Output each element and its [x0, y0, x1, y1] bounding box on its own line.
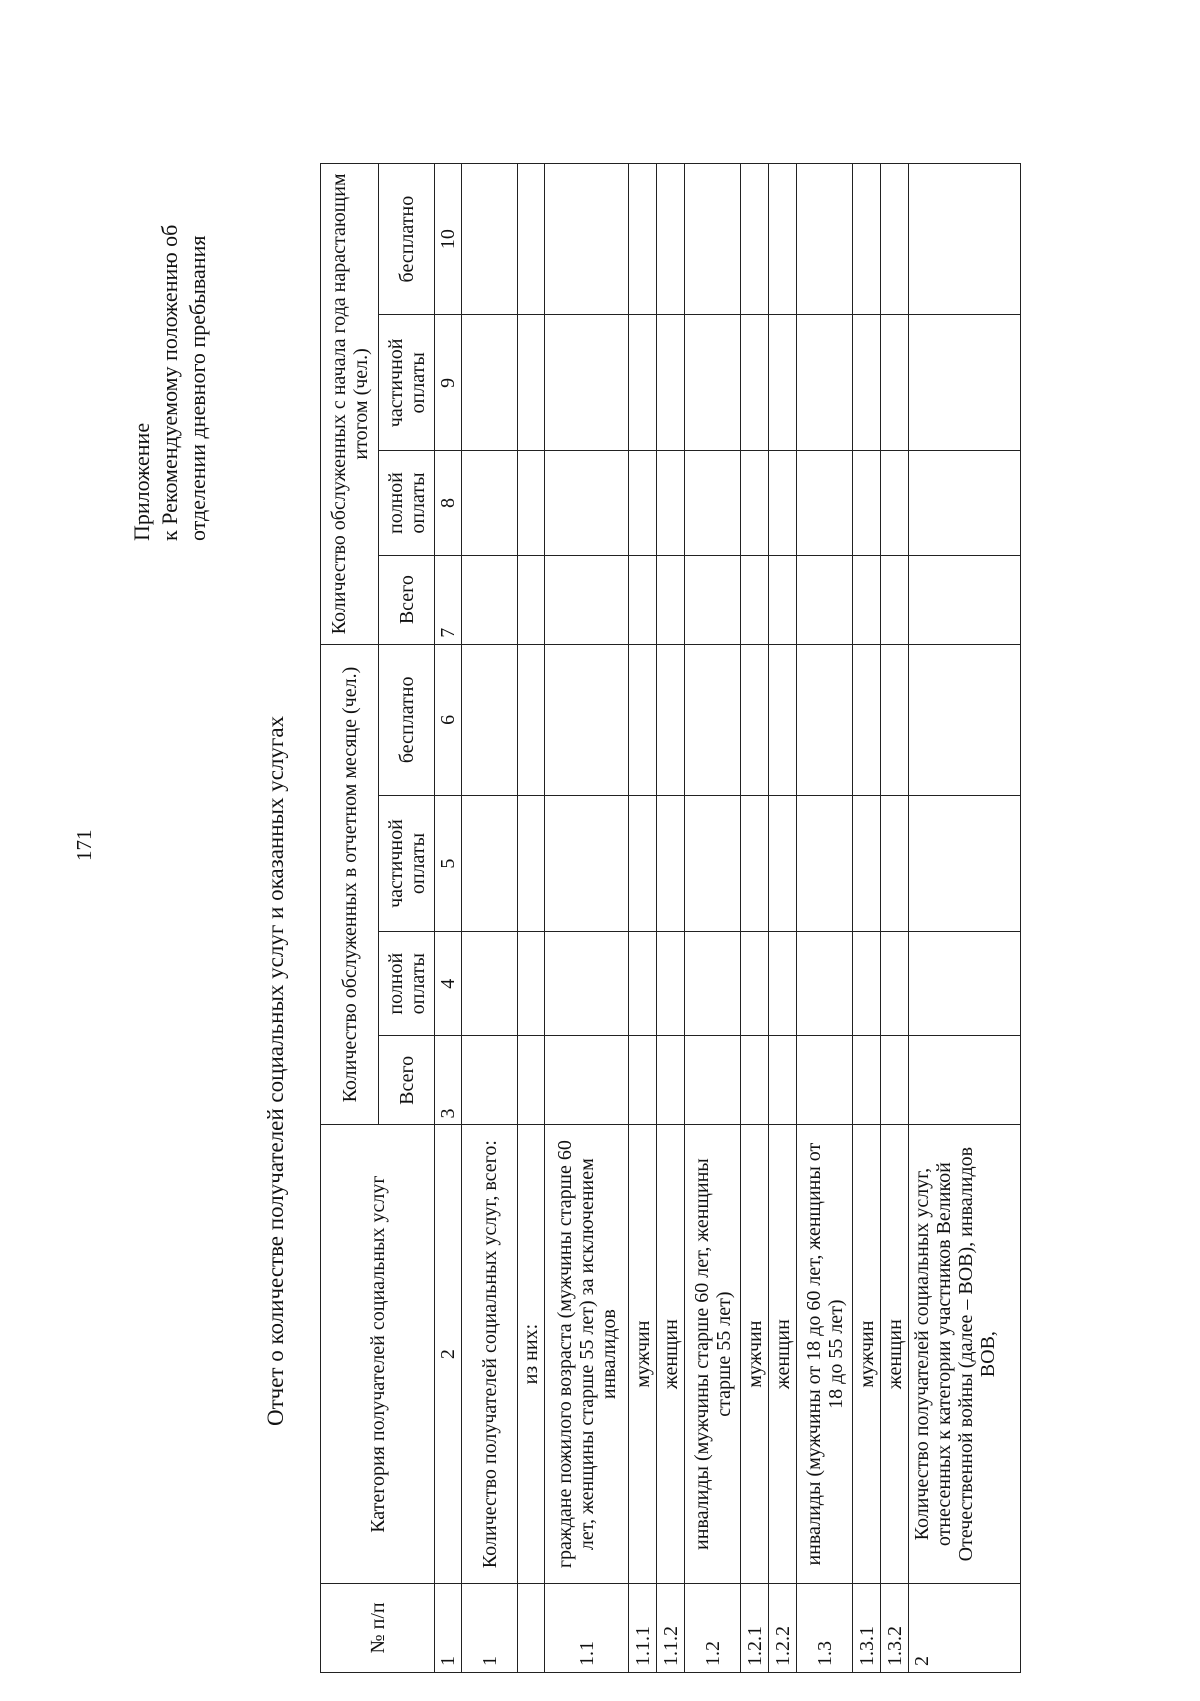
cell	[685, 932, 741, 1036]
cell	[685, 644, 741, 795]
table-row	[741, 164, 769, 1673]
cell	[881, 795, 909, 931]
row-number: 1.1.2	[657, 1583, 685, 1672]
cell	[797, 1036, 853, 1125]
cell	[685, 795, 741, 931]
row-number: 1.2.1	[741, 1583, 769, 1672]
cell	[657, 1036, 685, 1125]
cell	[881, 644, 909, 795]
column-number: 4	[435, 932, 462, 1036]
row-number: 1	[462, 1583, 518, 1672]
cell	[741, 315, 769, 451]
column-number-row	[435, 164, 462, 1673]
cell	[853, 644, 881, 795]
row-number: 1.2	[685, 1583, 741, 1672]
cell	[518, 555, 545, 644]
cell	[853, 451, 881, 555]
cell	[545, 451, 629, 555]
cell	[657, 795, 685, 931]
cell	[545, 795, 629, 931]
cell	[769, 795, 797, 931]
header-full-year: полной оплаты	[379, 451, 435, 555]
cell	[909, 315, 1021, 451]
cell	[685, 451, 741, 555]
cell	[741, 451, 769, 555]
cell	[518, 932, 545, 1036]
cell	[769, 164, 797, 315]
cell	[629, 795, 657, 931]
row-number: 1.1.1	[629, 1583, 657, 1672]
cell	[518, 795, 545, 931]
cell	[629, 315, 657, 451]
cell	[657, 164, 685, 315]
cell	[853, 795, 881, 931]
row-label: инвалиды (мужчины от 18 до 60 лет, женщины от 18 до 55 лет)	[797, 1125, 853, 1583]
row-label: мужчин	[741, 1125, 769, 1583]
row-number	[518, 1583, 545, 1672]
cell	[881, 932, 909, 1036]
cell	[462, 555, 518, 644]
cell	[462, 164, 518, 315]
header-num: № п/п	[321, 1583, 435, 1672]
column-number: 1	[435, 1583, 462, 1672]
column-number: 5	[435, 795, 462, 931]
cell	[518, 451, 545, 555]
cell	[853, 932, 881, 1036]
cell	[797, 451, 853, 555]
cell	[545, 315, 629, 451]
cell	[462, 795, 518, 931]
table-row	[797, 164, 853, 1673]
cell	[853, 555, 881, 644]
table-row	[685, 164, 741, 1673]
table-row	[881, 164, 909, 1673]
cell	[462, 1036, 518, 1125]
row-number: 2	[909, 1583, 1021, 1672]
row-label: Количество получателей социальных услуг, всего:	[462, 1125, 518, 1583]
cell	[853, 1036, 881, 1125]
cell	[545, 1036, 629, 1125]
header-free-year: бесплатно	[379, 164, 435, 315]
cell	[881, 164, 909, 315]
report-table	[320, 163, 1021, 1673]
cell	[545, 644, 629, 795]
row-label: мужчин	[853, 1125, 881, 1583]
cell	[797, 315, 853, 451]
cell	[769, 315, 797, 451]
header-group-year: Количество обслуженных с начала года нарастающим итогом (чел.)	[321, 164, 379, 645]
table-row	[518, 164, 545, 1673]
cell	[853, 164, 881, 315]
table-row	[629, 164, 657, 1673]
cell	[629, 1036, 657, 1125]
cell	[685, 315, 741, 451]
cell	[657, 451, 685, 555]
cell	[629, 932, 657, 1036]
cell	[741, 555, 769, 644]
cell	[629, 451, 657, 555]
report-title: Отчет о количестве получателей социальных услуг и оказанных услугах	[263, 715, 288, 1426]
cell	[657, 932, 685, 1036]
cell	[629, 644, 657, 795]
header-partial-year: частичной оплаты	[379, 315, 435, 451]
table-row	[909, 164, 1021, 1673]
cell	[909, 795, 1021, 931]
cell	[881, 1036, 909, 1125]
cell	[881, 315, 909, 451]
row-number: 1.1	[545, 1583, 629, 1672]
page-number: 171	[72, 829, 96, 861]
cell	[769, 644, 797, 795]
cell	[657, 644, 685, 795]
cell	[629, 164, 657, 315]
cell	[685, 1036, 741, 1125]
column-number: 3	[435, 1036, 462, 1125]
row-number: 1.2.2	[769, 1583, 797, 1672]
header-group-month: Количество обслуженных в отчетном месяце (чел.)	[321, 644, 379, 1125]
row-label: женщин	[881, 1125, 909, 1583]
row-number: 1.3.1	[853, 1583, 881, 1672]
cell	[909, 932, 1021, 1036]
cell	[769, 451, 797, 555]
cell	[462, 451, 518, 555]
column-number: 10	[435, 164, 462, 315]
table-row	[657, 164, 685, 1673]
column-number: 6	[435, 644, 462, 795]
appendix-line-3: отделении дневного пребывания	[185, 235, 210, 541]
cell	[741, 644, 769, 795]
cell	[769, 555, 797, 644]
cell	[545, 932, 629, 1036]
cell	[797, 555, 853, 644]
row-label: женщин	[657, 1125, 685, 1583]
header-category: Категория получателей социальных услуг	[321, 1125, 435, 1583]
cell	[685, 555, 741, 644]
table-row	[853, 164, 881, 1673]
cell	[797, 644, 853, 795]
column-number: 8	[435, 451, 462, 555]
cell	[518, 164, 545, 315]
cell	[741, 1036, 769, 1125]
cell	[657, 555, 685, 644]
cell	[909, 164, 1021, 315]
cell	[881, 555, 909, 644]
cell	[909, 1036, 1021, 1125]
cell	[657, 315, 685, 451]
header-free-month: бесплатно	[379, 644, 435, 795]
row-label: инвалиды (мужчины старше 60 лет, женщины старше 55 лет)	[685, 1125, 741, 1583]
table-row	[545, 164, 629, 1673]
cell	[769, 1036, 797, 1125]
cell	[462, 315, 518, 451]
cell	[518, 644, 545, 795]
table-row	[462, 164, 518, 1673]
cell	[629, 555, 657, 644]
cell	[545, 555, 629, 644]
header-total-year: Всего	[379, 555, 435, 644]
row-label: граждане пожилого возраста (мужчины старше 60 лет, женщины старше 55 лет) за исключением инвалидов	[545, 1125, 629, 1583]
header-partial-month: частичной оплаты	[379, 795, 435, 931]
cell	[545, 164, 629, 315]
column-number: 7	[435, 555, 462, 644]
cell	[462, 644, 518, 795]
appendix-note	[128, 225, 212, 541]
cell	[741, 164, 769, 315]
header-full-month: полной оплаты	[379, 932, 435, 1036]
row-label: Количество получателей социальных услуг, отнесенных к категории участников Великой Отечественной войны (далее – ВОВ), инвалидов ВОВ,	[909, 1125, 1021, 1583]
cell	[741, 795, 769, 931]
cell	[741, 932, 769, 1036]
row-label: из них:	[518, 1125, 545, 1583]
cell	[909, 555, 1021, 644]
column-number: 2	[435, 1125, 462, 1583]
row-number: 1.3	[797, 1583, 853, 1672]
header-total-month: Всего	[379, 1036, 435, 1125]
column-number: 9	[435, 315, 462, 451]
cell	[518, 315, 545, 451]
table-row	[769, 164, 797, 1673]
cell	[881, 451, 909, 555]
cell	[797, 932, 853, 1036]
cell	[518, 1036, 545, 1125]
cell	[685, 164, 741, 315]
row-number: 1.3.2	[881, 1583, 909, 1672]
cell	[797, 795, 853, 931]
appendix-line-2: к Рекомендуемому положению об	[157, 224, 182, 541]
cell	[853, 315, 881, 451]
row-label: женщин	[769, 1125, 797, 1583]
cell	[462, 932, 518, 1036]
row-label: мужчин	[629, 1125, 657, 1583]
cell	[909, 451, 1021, 555]
cell	[797, 164, 853, 315]
appendix-line-1: Приложение	[129, 422, 154, 541]
cell	[769, 932, 797, 1036]
cell	[909, 644, 1021, 795]
